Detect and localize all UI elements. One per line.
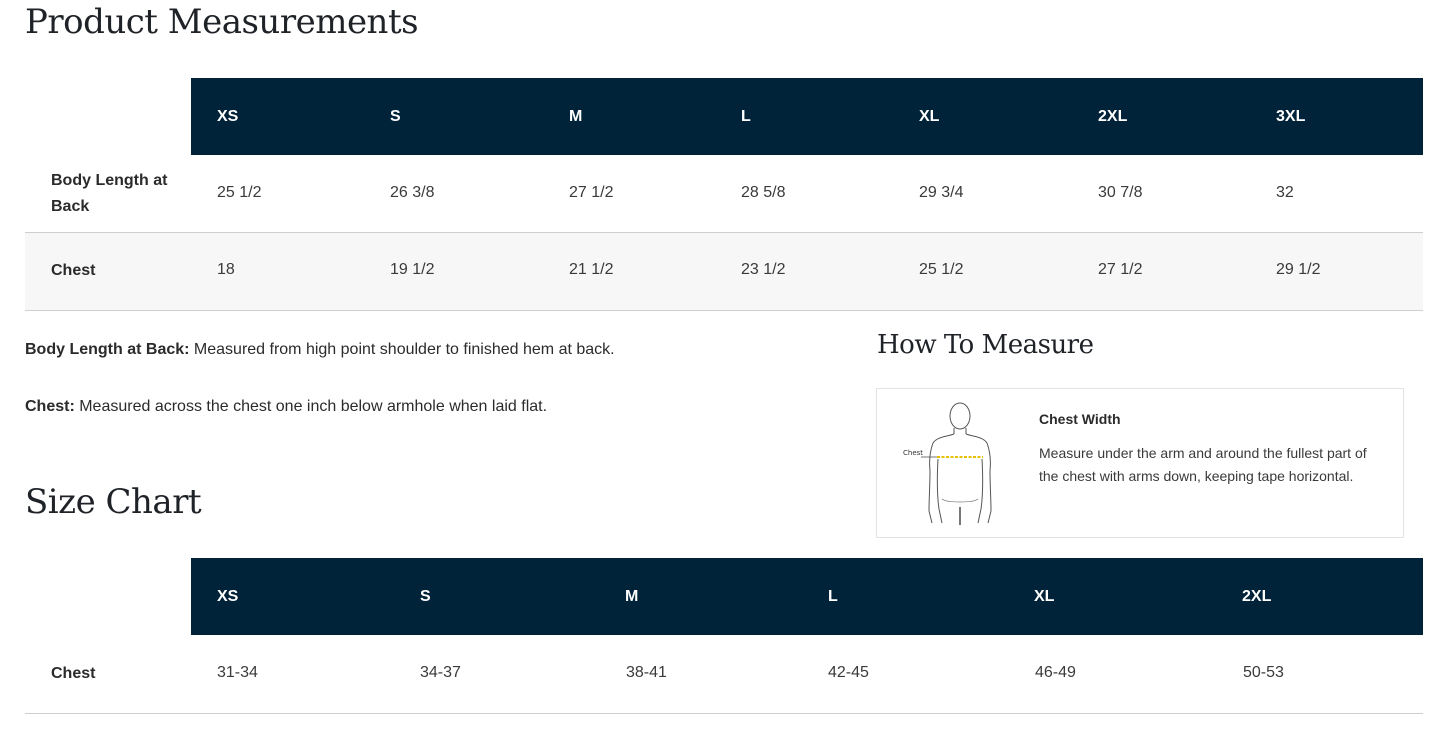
size-header-m: M xyxy=(625,588,639,605)
card-title: Chest Width xyxy=(1039,411,1121,427)
size-chart-title: Size Chart xyxy=(25,482,202,522)
table-cell: 30 7/8 xyxy=(1098,184,1143,201)
size-header-s: S xyxy=(390,108,401,125)
table-cell: 19 1/2 xyxy=(390,261,435,278)
table-cell: 28 5/8 xyxy=(741,184,786,201)
table-header xyxy=(191,558,1423,635)
table-cell: 23 1/2 xyxy=(741,261,786,278)
size-header-3xl: 3XL xyxy=(1276,108,1306,125)
measure-card xyxy=(876,388,1404,538)
size-header-l: L xyxy=(828,588,838,605)
size-header-xl: XL xyxy=(1034,588,1055,605)
how-to-measure-title: How To Measure xyxy=(877,330,1094,360)
table-cell: 29 1/2 xyxy=(1276,261,1321,278)
product-measurements-title: Product Measurements xyxy=(25,2,419,42)
size-chart-table xyxy=(25,558,1423,715)
description-term: Chest: xyxy=(25,398,75,415)
table-cell: 42-45 xyxy=(828,664,869,681)
table-cell: 27 1/2 xyxy=(1098,261,1143,278)
figure-chest-label: Chest xyxy=(903,449,924,457)
table-cell: 18 xyxy=(217,261,235,278)
size-header-xs: XS xyxy=(217,108,239,125)
table-cell: 38-41 xyxy=(626,664,667,681)
size-header-m: M xyxy=(569,108,583,125)
table-cell: 34-37 xyxy=(420,664,461,681)
table-cell: 26 3/8 xyxy=(390,184,435,201)
table-header xyxy=(191,78,1423,155)
table-cell: 25 1/2 xyxy=(217,184,262,201)
size-header-2xl: 2XL xyxy=(1242,588,1272,605)
row-label-body-length: Body Length at Back xyxy=(51,172,168,215)
product-measurements-table xyxy=(25,78,1423,312)
description-text: Measured across the chest one inch below armhole when laid flat. xyxy=(74,398,548,415)
size-header-xs: XS xyxy=(217,588,239,605)
table-cell: 46-49 xyxy=(1035,664,1076,681)
table-cell: 25 1/2 xyxy=(919,261,964,278)
size-header-xl: XL xyxy=(919,108,940,125)
table-cell: 50-53 xyxy=(1243,664,1284,681)
size-header-l: L xyxy=(741,108,751,125)
description-term: Body Length at Back: xyxy=(25,341,190,358)
table-cell: 27 1/2 xyxy=(569,184,614,201)
table-cell: 32 xyxy=(1276,184,1294,201)
size-header-s: S xyxy=(420,588,431,605)
row-label-chest: Chest xyxy=(51,665,96,682)
card-text: Measure under the arm and around the fullest part of the chest with arms down, keeping tape horizontal. xyxy=(1039,445,1367,484)
table-cell: 31-34 xyxy=(217,664,258,681)
row-label-chest: Chest xyxy=(51,262,96,279)
table-row-chest xyxy=(25,233,1423,311)
description-chest xyxy=(25,398,547,416)
table-cell: 21 1/2 xyxy=(569,261,614,278)
size-header-2xl: 2XL xyxy=(1098,108,1128,125)
description-text: Measured from high point shoulder to finished hem at back. xyxy=(189,341,615,358)
table-cell: 29 3/4 xyxy=(919,184,964,201)
table-row-chest xyxy=(25,635,1423,714)
description-body-length xyxy=(25,341,615,359)
table-row-body-length xyxy=(25,155,1423,233)
body-figure-icon xyxy=(897,399,1023,529)
